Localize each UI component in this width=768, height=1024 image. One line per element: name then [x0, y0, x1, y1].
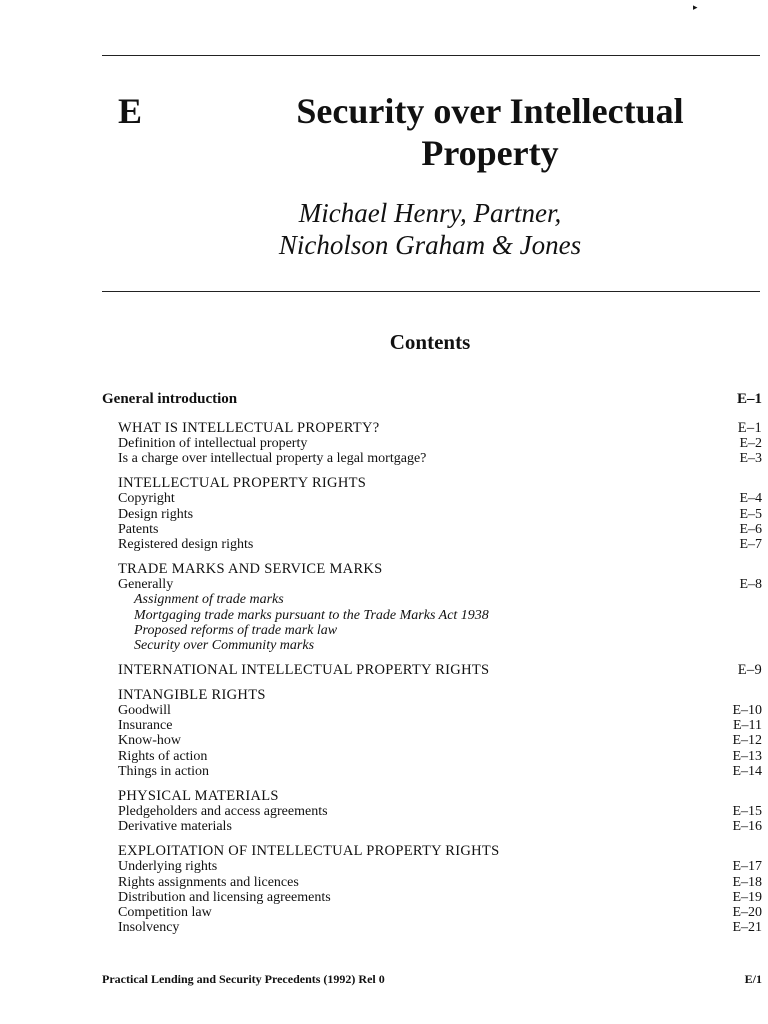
toc-item[interactable]	[102, 703, 762, 718]
toc-label: Goodwill	[118, 703, 171, 719]
toc-label: Rights of action	[118, 748, 208, 764]
section-gap	[102, 466, 762, 475]
toc-label: Generally	[118, 577, 174, 593]
toc-page: E–15	[732, 804, 762, 819]
toc-subitem[interactable]	[102, 638, 762, 653]
toc-page: E–11	[732, 718, 762, 734]
toc-item[interactable]	[102, 920, 762, 935]
chapter-letter: E	[118, 91, 143, 131]
toc-label: Insolvency	[118, 920, 180, 936]
toc-section-heading[interactable]	[102, 788, 762, 804]
toc-page: E–19	[732, 889, 762, 905]
toc-label: Know-how	[118, 733, 181, 749]
toc-page: E–14	[732, 763, 762, 779]
toc-label: PHYSICAL MATERIALS	[118, 788, 279, 804]
toc-label: TRADE MARKS AND SERVICE MARKS	[118, 561, 383, 578]
toc-page: E–6	[739, 521, 762, 537]
toc-item[interactable]	[102, 718, 762, 733]
toc-label: EXPLOITATION OF INTELLECTUAL PROPERTY RIGHTS	[118, 843, 500, 860]
toc-page: E–13	[732, 748, 762, 764]
author-line-2: Nicholson Graham & Jones	[278, 230, 582, 260]
section-gap	[102, 834, 762, 843]
toc-label: Rights assignments and licences	[118, 874, 299, 890]
chapter-title-line-2: Property	[421, 133, 559, 173]
author-line-1: Michael Henry, Partner,	[298, 198, 562, 228]
toc-label: Competition law	[118, 904, 212, 920]
toc-label: Distribution and licensing agreements	[118, 889, 331, 905]
toc-item[interactable]	[102, 537, 762, 552]
toc-label: Proposed reforms of trade mark law	[134, 622, 338, 638]
toc-label: Patents	[118, 521, 159, 537]
toc-label: Registered design rights	[118, 536, 254, 552]
footer-page-number: E/1	[744, 972, 762, 986]
section-gap	[102, 653, 762, 662]
toc-section-heading[interactable]	[102, 561, 762, 577]
page-footer	[102, 972, 762, 987]
toc-item[interactable]	[102, 905, 762, 920]
toc-page: E–3	[739, 451, 762, 467]
toc-page: E–1	[737, 420, 762, 436]
toc-label: General introduction	[102, 391, 238, 407]
toc-label: WHAT IS INTELLECTUAL PROPERTY?	[118, 420, 380, 436]
toc-label: Insurance	[118, 718, 173, 734]
table-of-contents	[102, 388, 762, 935]
toc-label: Things in action	[118, 763, 209, 779]
toc-item[interactable]	[102, 764, 762, 779]
toc-section-heading[interactable]	[102, 662, 762, 678]
toc-item[interactable]	[102, 749, 762, 764]
toc-label: Underlying rights	[118, 859, 218, 875]
toc-label: Mortgaging trade marks pursuant to the Trade Marks Act 1938	[134, 607, 489, 623]
toc-page: E–16	[732, 819, 762, 835]
toc-section-heading[interactable]	[102, 475, 762, 491]
toc-item[interactable]	[102, 875, 762, 890]
toc-item[interactable]	[102, 577, 762, 592]
toc-page: E–17	[732, 859, 762, 875]
footer-text: Practical Lending and Security Precedents (1992) Rel 0	[102, 972, 385, 986]
toc-page: E–8	[739, 577, 762, 593]
toc-section-heading[interactable]	[102, 420, 762, 436]
toc-item[interactable]	[102, 522, 762, 537]
toc-section-heading[interactable]	[102, 843, 762, 859]
toc-item[interactable]	[102, 491, 762, 506]
toc-general-introduction[interactable]	[102, 388, 762, 410]
chapter-title-line-1: Security over Intellectual	[296, 91, 684, 131]
toc-item[interactable]	[102, 819, 762, 834]
toc-item[interactable]	[102, 451, 762, 466]
toc-page: E–1	[736, 391, 762, 407]
toc-page: E–12	[732, 733, 762, 749]
toc-label: INTANGIBLE RIGHTS	[118, 687, 266, 704]
toc-label: Design rights	[118, 506, 194, 522]
toc-label: Pledgeholders and access agreements	[118, 804, 328, 819]
author-block	[220, 197, 640, 261]
toc-label: INTELLECTUAL PROPERTY RIGHTS	[118, 475, 367, 492]
toc-label: Copyright	[118, 491, 175, 507]
contents-heading: Contents	[389, 330, 471, 354]
toc-item[interactable]	[102, 507, 762, 522]
toc-item[interactable]	[102, 859, 762, 874]
toc-page: E–20	[732, 904, 762, 920]
toc-item[interactable]	[102, 733, 762, 748]
toc-item[interactable]	[102, 804, 762, 819]
scan-mark: ▸	[693, 2, 698, 12]
toc-label: Security over Community marks	[134, 637, 315, 653]
toc-item[interactable]	[102, 436, 762, 451]
toc-page: E–4	[739, 491, 762, 507]
toc-label: Assignment of trade marks	[134, 592, 284, 608]
title-rule	[102, 291, 760, 292]
toc-label: Is a charge over intellectual property a legal mortgage?	[118, 451, 427, 467]
toc-label: INTERNATIONAL INTELLECTUAL PROPERTY RIGHTS	[118, 662, 490, 679]
toc-page: E–21	[732, 920, 762, 936]
toc-page: E–10	[732, 703, 762, 719]
toc-page: E–2	[739, 436, 762, 451]
toc-label: Definition of intellectual property	[118, 436, 308, 451]
section-gap	[102, 552, 762, 561]
toc-page: E–5	[739, 506, 762, 522]
toc-subitem[interactable]	[102, 592, 762, 607]
toc-page: E–7	[739, 536, 762, 552]
toc-label: Derivative materials	[118, 819, 232, 835]
chapter-title	[220, 90, 760, 174]
toc-page: E–9	[737, 662, 762, 679]
toc-section-heading[interactable]	[102, 687, 762, 703]
section-gap	[102, 779, 762, 788]
section-gap	[102, 678, 762, 687]
toc-subitem[interactable]	[102, 608, 762, 623]
top-rule	[102, 55, 760, 56]
toc-page: E–18	[732, 874, 762, 890]
toc-subitem[interactable]	[102, 623, 762, 638]
toc-item[interactable]	[102, 890, 762, 905]
